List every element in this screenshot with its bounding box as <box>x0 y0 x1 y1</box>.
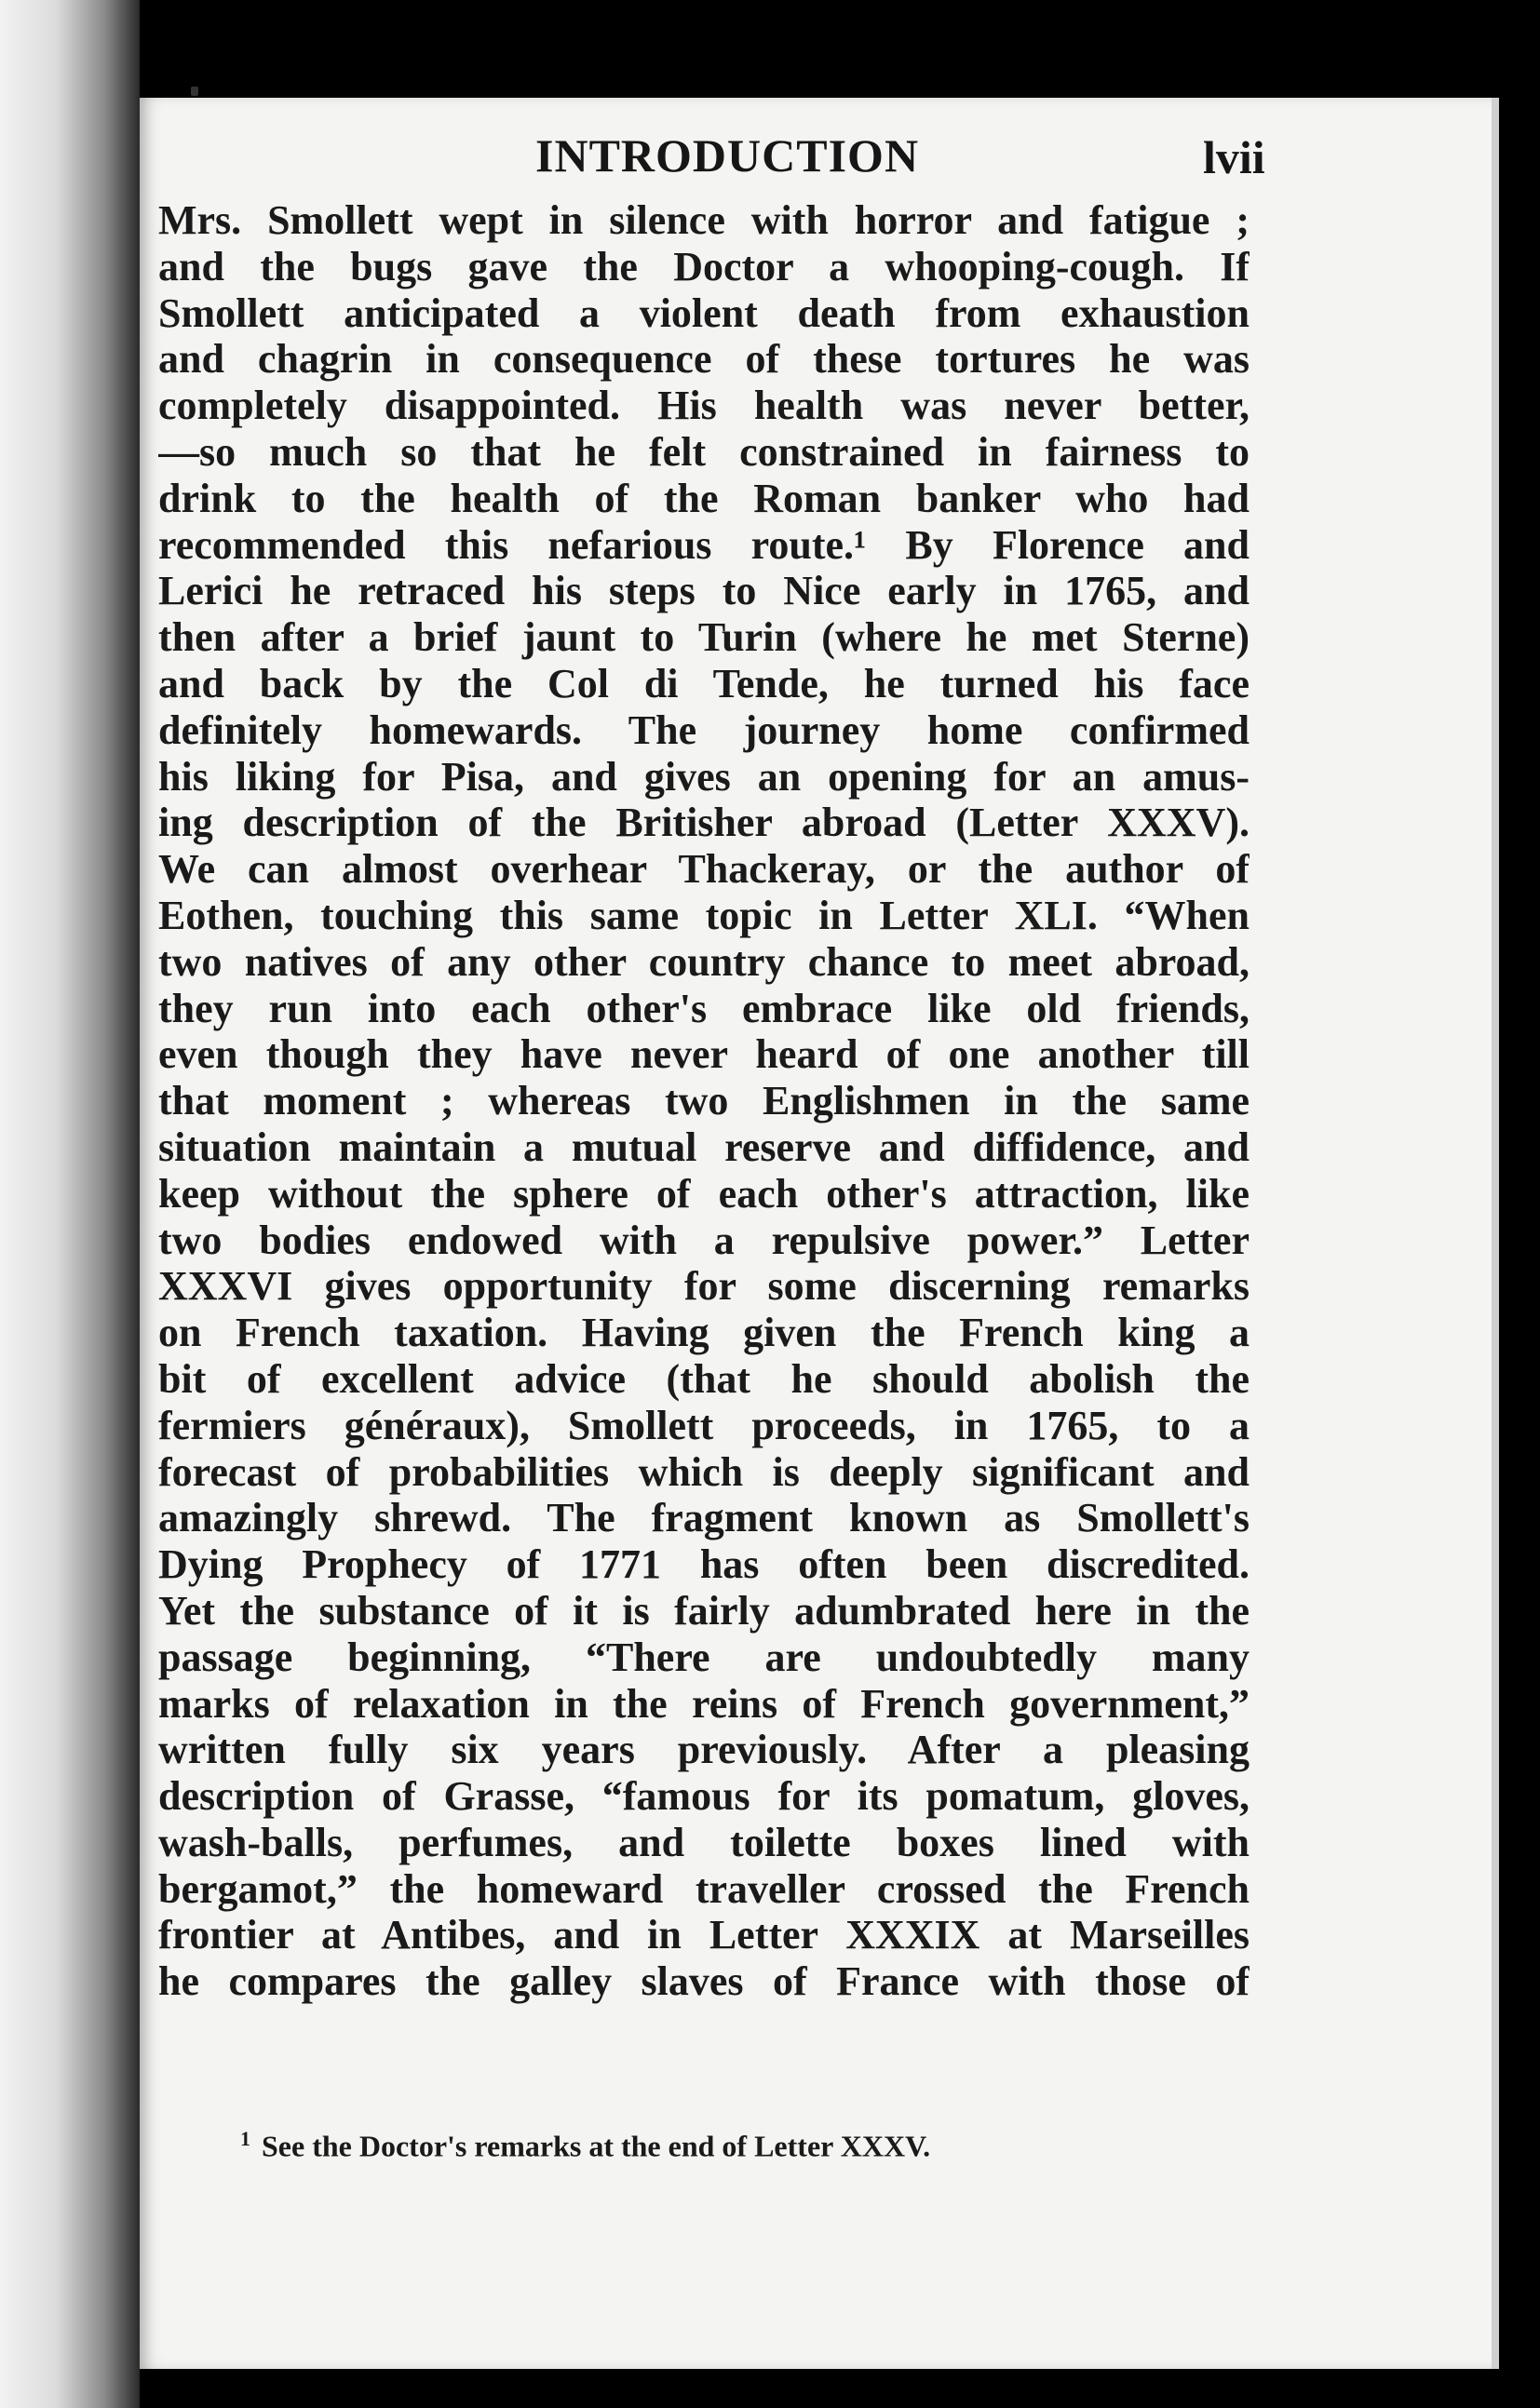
text-line: amazingly shrewd. The fragment known as Smollett's <box>158 1495 1250 1541</box>
running-title: INTRODUCTION <box>535 129 920 182</box>
text-line: his liking for Pisa, and gives an opening for an amus- <box>158 753 1250 800</box>
text-line: situation maintain a mutual reserve and diffidence, and <box>158 1123 1250 1170</box>
footnote-text: See the Doctor's remarks at the end of Letter XXXV. <box>262 2129 931 2163</box>
text-line: keep without the sphere of each other's attraction, like <box>158 1170 1250 1217</box>
book-spine-gutter <box>0 0 140 2408</box>
text-line: on French taxation. Having given the French king a <box>158 1310 1250 1356</box>
text-line: Dying Prophecy of 1771 has often been discredited. <box>158 1541 1250 1588</box>
page-number: lvii <box>1203 131 1265 183</box>
text-line: wash-balls, perfumes, and toilette boxes lined with <box>158 1819 1250 1865</box>
text-line: two natives of any other country chance to meet abroad, <box>158 938 1250 985</box>
text-line: Smollett anticipated a violent death from exhaustion <box>158 289 1250 336</box>
footnote-marker: 1 <box>240 2127 250 2150</box>
text-line: drink to the health of the Roman banker who had <box>158 475 1250 521</box>
text-line: that moment ; whereas two Englishmen in the same <box>158 1078 1250 1124</box>
text-line: ing description of the Britisher abroad (Letter XXXV). <box>158 800 1250 846</box>
text-line: even though they have never heard of one another till <box>158 1031 1250 1078</box>
text-line: definitely homewards. The journey home confirmed <box>158 706 1250 753</box>
text-line: We can almost overhear Thackeray, or the author of <box>158 846 1250 893</box>
text-line: Yet the substance of it is fairly adumbrated here in the <box>158 1587 1250 1634</box>
text-line: fermiers généraux), Smollett proceeds, in 1765, to a <box>158 1402 1250 1448</box>
text-line: marks of relaxation in the reins of French government,” <box>158 1680 1250 1727</box>
text-line: Eothen, touching this same topic in Letter XLI. “When <box>158 892 1250 938</box>
text-line: and back by the Col di Tende, he turned his face <box>158 660 1250 706</box>
text-line: passage beginning, “There are undoubtedly many <box>158 1634 1250 1680</box>
text-line: and chagrin in consequence of these tortures he was <box>158 336 1250 383</box>
text-line: written fully six years previously. After a pleasing <box>158 1727 1250 1773</box>
text-line: he compares the galley slaves of France with those of <box>158 1958 1250 2005</box>
print-speck <box>191 87 198 96</box>
text-line: Lerici he retraced his steps to Nice early in 1765, and <box>158 568 1250 614</box>
text-line: —so much so that he felt constrained in fairness to <box>158 428 1250 475</box>
text-line: two bodies endowed with a repulsive power.” Letter <box>158 1217 1250 1263</box>
text-line: frontier at Antibes, and in Letter XXXIX at Marseilles <box>158 1912 1250 1958</box>
text-line: XXXVI gives opportunity for some discerning remarks <box>158 1263 1250 1310</box>
footnote <box>240 2127 930 2164</box>
text-line: description of Grasse, “famous for its pomatum, gloves, <box>158 1773 1250 1820</box>
text-line: forecast of probabilities which is deeply significant and <box>158 1448 1250 1495</box>
text-line: and the bugs gave the Doctor a whooping-cough. If <box>158 243 1250 289</box>
text-line: then after a brief jaunt to Turin (where he met Sterne) <box>158 614 1250 661</box>
text-line: completely disappointed. His health was never better, <box>158 383 1250 429</box>
text-line: bergamot,” the homeward traveller crossed the French <box>158 1865 1250 1912</box>
text-line: they run into each other's embrace like old friends, <box>158 985 1250 1031</box>
text-line: recommended this nefarious route.¹ By Florence and <box>158 521 1250 568</box>
page-edge <box>1492 98 1499 2369</box>
text-line: bit of excellent advice (that he should abolish the <box>158 1355 1250 1402</box>
body-text <box>158 197 1250 2005</box>
text-line: Mrs. Smollett wept in silence with horror and fatigue ; <box>158 197 1250 243</box>
